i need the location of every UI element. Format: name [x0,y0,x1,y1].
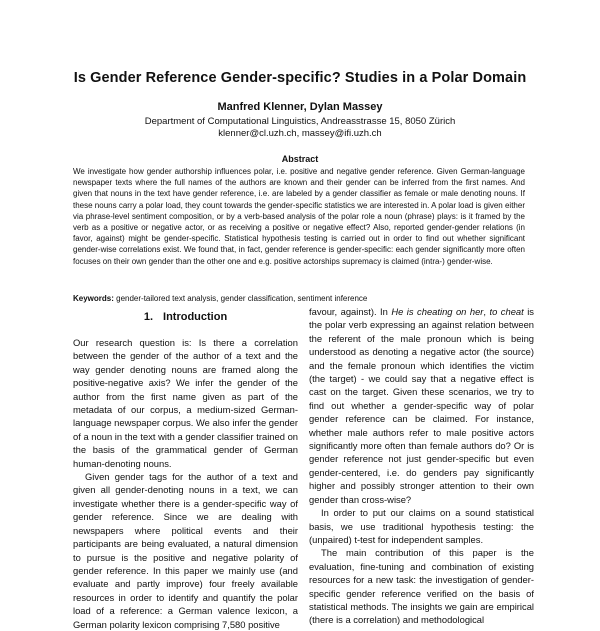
intro-paragraph-1: Our research question is: Is there a correlation between the gender of the author of a text and the way gender denoting nouns are framed along the positive-negative axis? We infer the gender of the author from the first name given as part of the metadata of our corpus, a medium-sized German-language newspaper corpus. We also infer the gender of a noun in the text with a gender classifier trained on the basis of the grammatical gender of German human-denoting nouns. [73,337,298,469]
abstract-heading: Abstract [281,154,319,164]
example-verb: to cheat [489,306,524,317]
right-paragraph-2: In order to put our claims on a sound statistical basis, we use traditional hypothesis testing: the (unpaired) t-test for independent samples. [309,507,534,545]
section-heading-introduction [73,311,298,323]
keywords-label: Keywords: [73,294,114,303]
paper-title: Is Gender Reference Gender-specific? Studies in a Polar Domain [73,70,527,86]
right-paragraph-1 [309,305,534,506]
example-sentence: He is cheating on her [391,306,484,317]
right-column [309,305,534,627]
author-affiliation: Department of Computational Linguistics, Andreasstrasse 15, 8050 Zürich [144,116,456,127]
right-p1-start: favour, against). In [309,306,392,317]
right-p1-mid: , [483,306,490,317]
author-emails: klenner@cl.uzh.ch, massey@ifi.uzh.ch [218,128,382,139]
author-names: Manfred Klenner, Dylan Massey [217,101,383,113]
abstract-text: We investigate how gender authorship influences polar, i.e. positive and negative gender reference. Given German-language newspaper texts where the full names of the authors are known and their gender can be inferred from the first names. And given that nouns in the text have gender reference, i.e. are labeled by a gender classifier as female or male denoting nouns. If these nouns carry a polar load, they count towards the gender-specific statistics we are interested in. A polar load is given either via phrase-level sentiment composition, or by a verb-based analysis of the polar role a noun (phrase) plays: is it framed by the verb as a positive or negative actor, or as receiving a positive or negative effect? Also, reported gender-gender relations (in favor, against) might be gender-specific. Statistical hypothesis testing is carried out in order to find out whether significant gender-wise correlations exist. We found that, in fact, gender reference is gender-specific: each gender significantly more often focuses on their own gender than the other one and e.g. positive actorships supremacy is claimed (intra-) gender-wise. [73,167,525,266]
intro-paragraph-2: Given gender tags for the author of a text and given all gender-denoting nouns in a text, we can investigate whether there is a gender-specific way of gender reference. Since we are dealing with newspapers where political events and their participants are being evaluated, a natural dimension to pursue is the positive and negative polarity of gender reference. In this paper we mainly use (and evaluate and partly improve) four freely available resources in order to identify and quantify the polar load of a reference: a German valence lexicon, a German polarity lexicon comprising 7,580 positive [73,471,298,630]
section-number: 1. [143,311,154,323]
right-p1-end: is the polar verb expressing an against relation between the referent of the male pronoun which is being understood as denoting a negative actor (the source) and the female pronoun which identifies the victim (the target) - we could say that a negative effect is cast on the target. Given these scenarios, we try to find out whether a gender-specific way of polar gender reference can be claimed. For instance, whether male authors refer to male positive actors significantly more often than female authors do? Or is gender reference not just gender-specific but even gender-centered, i.e. do genders pay significantly higher and possibly stronger attention to their own gender than cross-wise? [309,306,534,505]
left-column [73,336,298,631]
section-title: Introduction [163,311,228,323]
right-paragraph-3: The main contribution of this paper is the evaluation, fine-tuning and combination of existing resources for a new task: the investigation of gender-specific gender reference verified on the basis of statistical methods. The insights we gain are empirical (there is a correlation) and methodological [309,547,534,626]
keywords-text: gender-tailored text analysis, gender classification, sentiment inference [113,294,368,303]
keywords-line [73,293,525,304]
